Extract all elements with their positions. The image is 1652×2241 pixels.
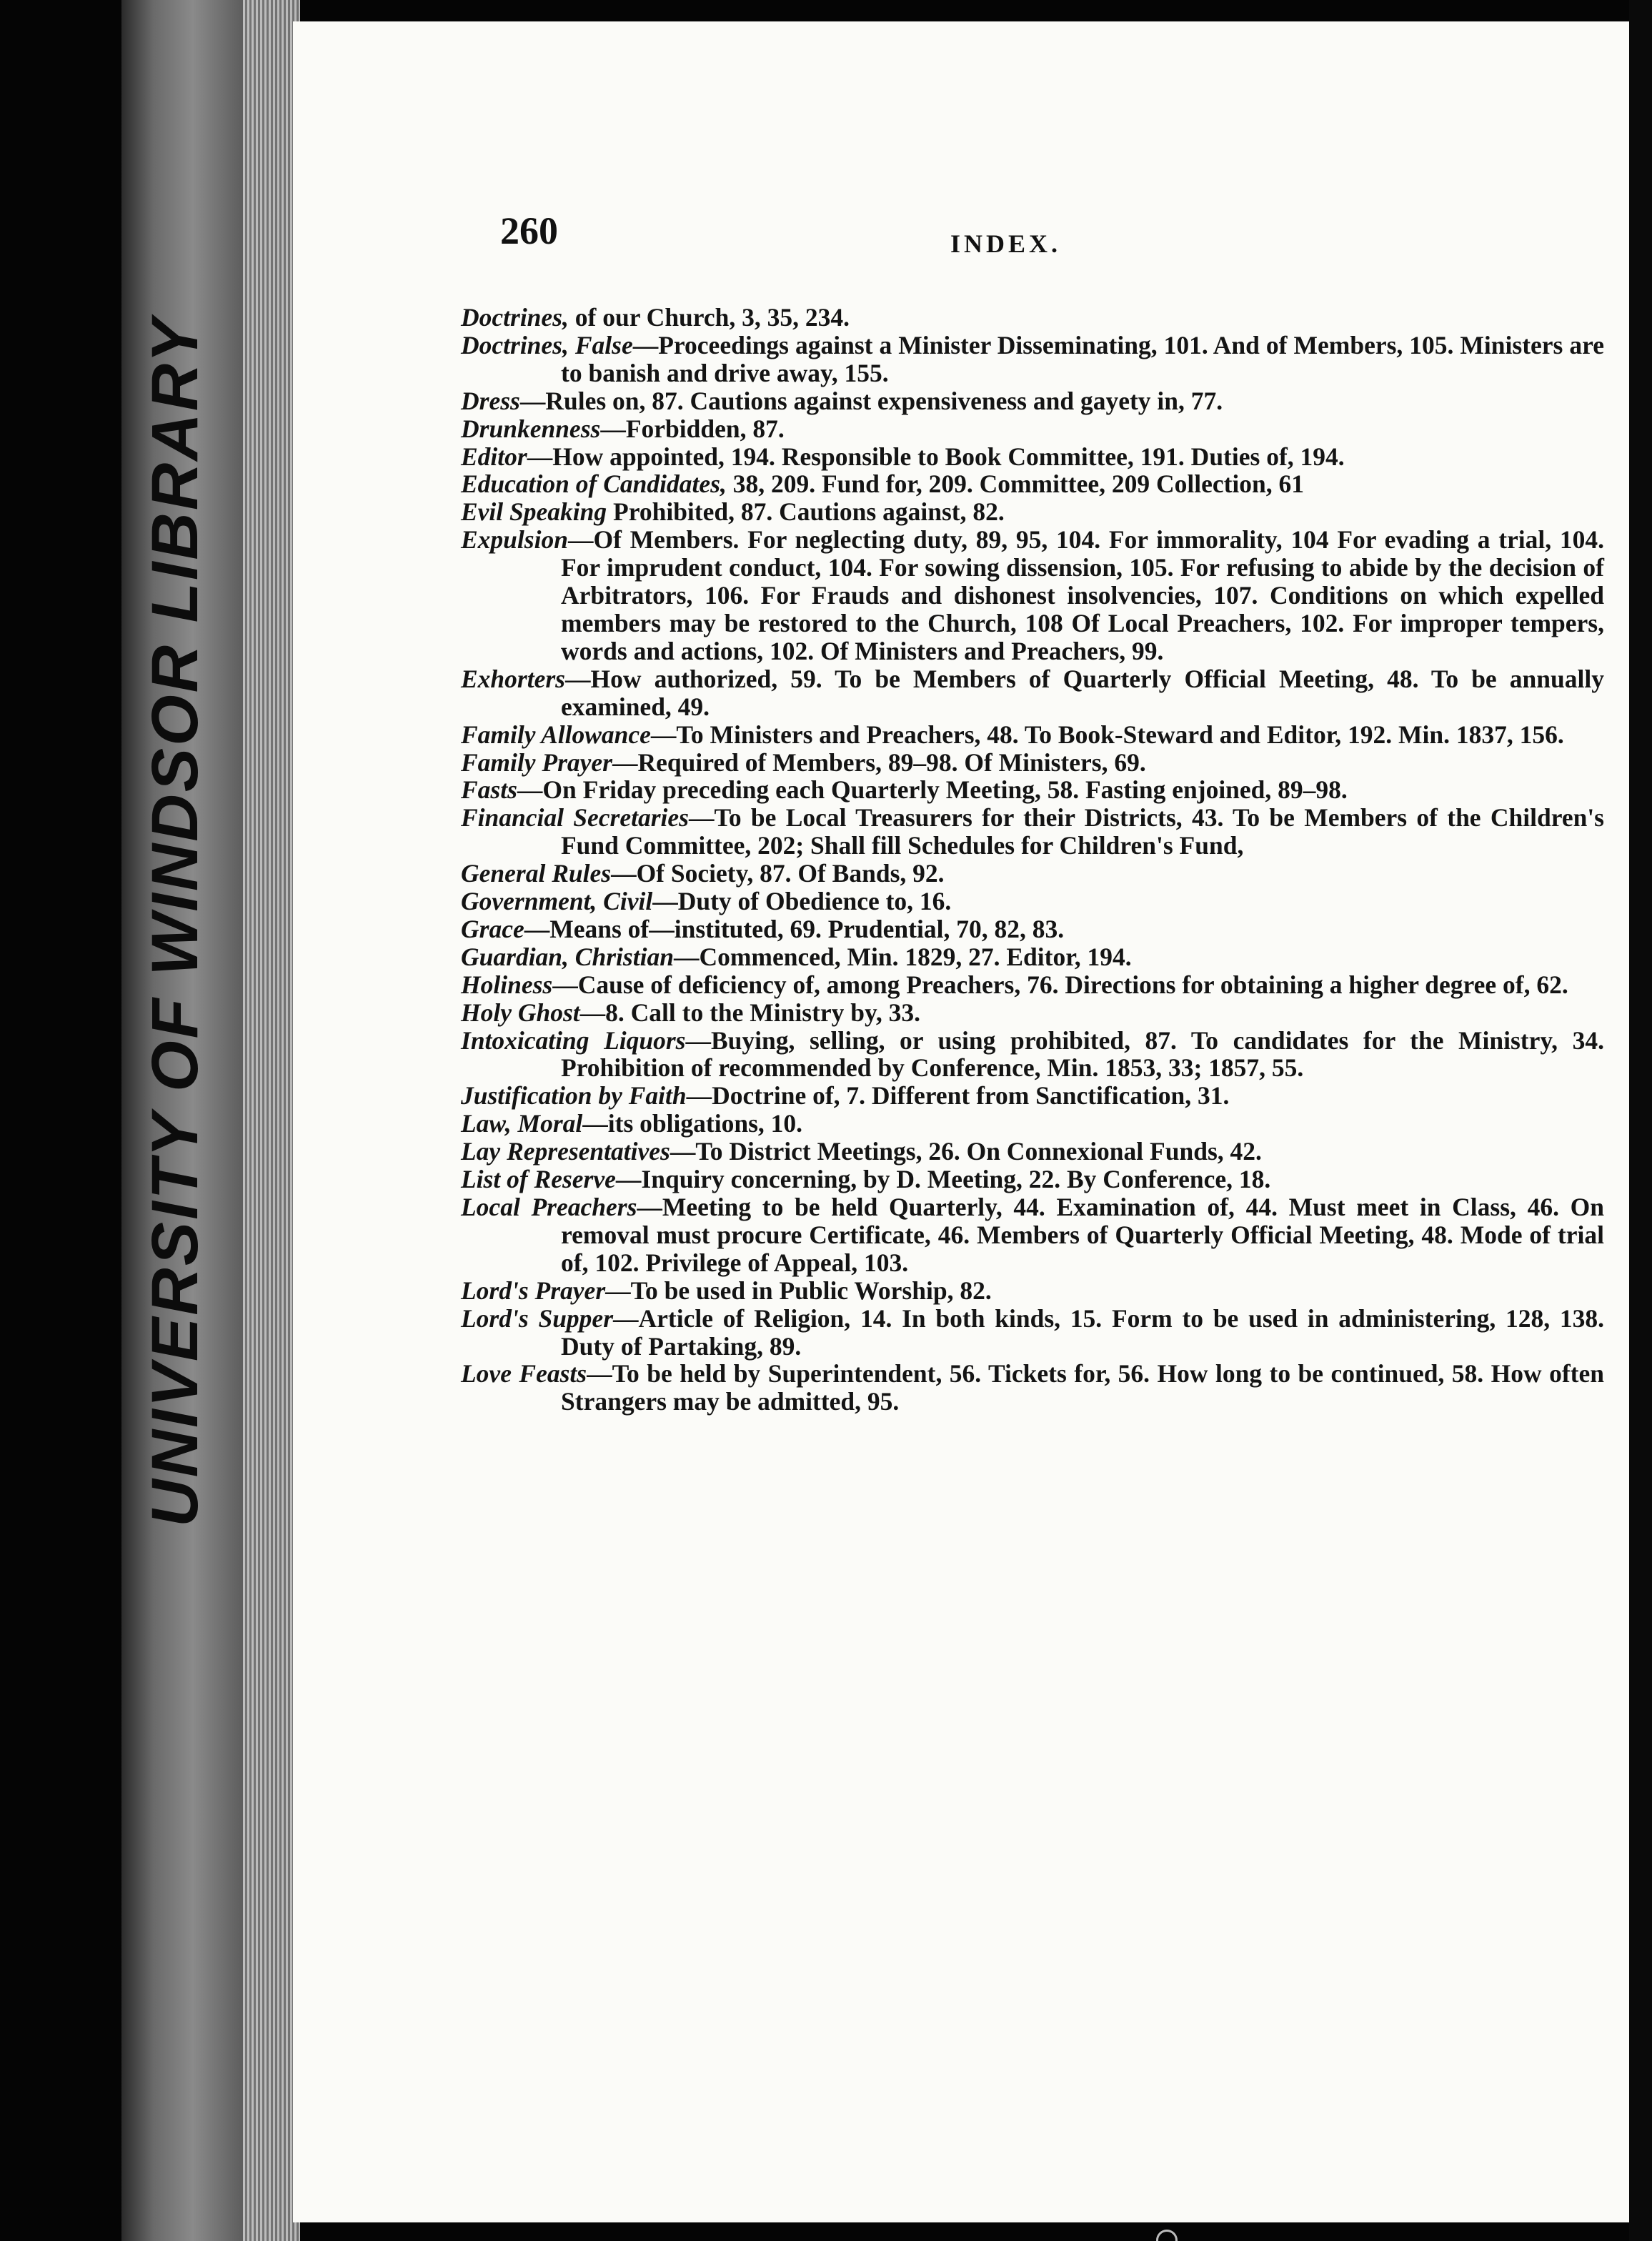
index-text: —To be Local Treasurers for their Districts, 43. To be Members of the Children's Fund Committee, 202; Shall fill Schedules for Children's Fund, [561, 803, 1604, 860]
index-entry [461, 1277, 1604, 1305]
index-text: —Of Members. For neglecting duty, 89, 95, 104. For immorality, 104 For evading a trial, 104. For imprudent conduct, 104. For sowing dissension, 105. For refusing to abide by the decision of Arbitrators, 106. For Frauds and dishonest insolvencies, 107. Conditions on which expelled members may be restored to the Church, 108 Of Local Preachers, 102. For improper tempers, words and actions, 102. Of Ministers and Preachers, 99. [561, 525, 1604, 665]
index-term: Lord's Supper [461, 1303, 614, 1333]
index-entry [461, 1082, 1604, 1110]
index-text: 38, 209. Fund for, 209. Committee, 209 Collection, 61 [726, 469, 1305, 499]
index-term: Grace [461, 914, 524, 943]
index-entry [461, 915, 1604, 943]
index-term: Intoxicating Liquors [461, 1025, 686, 1055]
index-entry [461, 1360, 1604, 1416]
index-entry [461, 304, 1604, 332]
index-term: Expulsion [461, 525, 568, 555]
index-text: —Article of Religion, 14. In both kinds, 15. Form to be used in administering, 128, 138. Duty of Partaking, 89. [561, 1303, 1604, 1361]
index-text: —Means of—instituted, 69. Prudential, 70, 82, 83. [524, 914, 1065, 943]
page-edges [243, 0, 300, 2241]
index-text: —To be used in Public Worship, 82. [605, 1276, 992, 1305]
library-stamp: UNIVERSITY OF WINDSOR LIBRARY [139, 317, 212, 1527]
index-text: —To be held by Superintendent, 56. Tickets for, 56. How long to be continued, 58. How often Strangers may be admitted, 95. [561, 1359, 1604, 1416]
index-entry [461, 971, 1604, 999]
index-entry [461, 415, 1604, 443]
index-term: Doctrines, [461, 303, 569, 332]
index-text: Prohibited, 87. Cautions against, 82. [607, 497, 1005, 527]
index-entry [461, 665, 1604, 721]
index-term: Justification by Faith [461, 1081, 687, 1110]
index-text: —Duty of Obedience to, 16. [652, 887, 952, 916]
index-term: Holy Ghost [461, 998, 580, 1027]
index-term: Fasts [461, 775, 517, 805]
index-entry [461, 498, 1604, 526]
index-entry [461, 860, 1604, 888]
index-entry [461, 721, 1604, 749]
index-term: Doctrines, False [461, 330, 633, 359]
index-entry [461, 387, 1604, 415]
index-entry [461, 443, 1604, 471]
index-entry [461, 1193, 1604, 1277]
index-term: Education of Candidates, [461, 469, 727, 499]
index-entry [461, 999, 1604, 1027]
index-entry [461, 470, 1604, 498]
index-term: Dress [461, 386, 520, 415]
index-text: —its obligations, 10. [582, 1109, 803, 1138]
index-term: Financial Secretaries [461, 803, 689, 833]
index-text: —To Ministers and Preachers, 48. To Book-Steward and Editor, 192. Min. 1837, 156. [650, 720, 1564, 749]
index-entry [461, 1110, 1604, 1138]
index-entry [461, 943, 1604, 971]
index-term: Government, Civil [461, 887, 653, 916]
index-text: —Doctrine of, 7. Different from Sanctification, 31. [686, 1081, 1230, 1110]
index-text: —Proceedings against a Minister Disseminating, 101. And of Members, 105. Ministers are to banish and drive away, 155. [561, 330, 1604, 387]
index-term: Holiness [461, 970, 553, 999]
index-term: Love Feasts [461, 1359, 587, 1388]
index-entry [461, 1027, 1604, 1083]
scan-border-right [1629, 0, 1652, 2241]
index-term: Family Allowance [461, 720, 651, 749]
index-term: Local Preachers [461, 1193, 637, 1221]
index-entry [461, 1166, 1604, 1193]
index-entry [461, 804, 1604, 860]
index-text: —Required of Members, 89–98. Of Ministers, 69. [612, 747, 1146, 777]
index-text: —Meeting to be held Quarterly, 44. Examination of, 44. Must meet in Class, 46. On removal must procure Certificate, 46. Members of Quarterly Official Meeting, 48. Mode of trial of, 102. Privilege of Appeal, 103. [561, 1193, 1604, 1277]
punch-hole-mark [1156, 2230, 1178, 2241]
index-text: —Cause of deficiency of, among Preachers, 76. Directions for obtaining a higher degree of, 62. [552, 970, 1568, 999]
running-head: INDEX. [950, 229, 1062, 258]
index-text: —8. Call to the Ministry by, 33. [579, 998, 920, 1027]
index-text: —Forbidden, 87. [600, 414, 785, 443]
index-term: Drunkenness [461, 414, 601, 443]
index-term: Lord's Prayer [461, 1276, 606, 1305]
page-number: 260 [500, 209, 558, 252]
book-page [293, 21, 1629, 2222]
index-text: —To District Meetings, 26. On Connexional Funds, 42. [670, 1137, 1262, 1166]
index-entry [461, 1138, 1604, 1166]
index-term: Lay Representatives [461, 1137, 670, 1166]
index-text: —Commenced, Min. 1829, 27. Editor, 194. [673, 942, 1132, 971]
index-term: Guardian, Christian [461, 942, 674, 971]
index-term: General Rules [461, 859, 612, 888]
index-text: —How appointed, 194. Responsible to Book Committee, 191. Duties of, 194. [527, 442, 1345, 471]
index-text: —Of Society, 87. Of Bands, 92. [611, 859, 945, 888]
index-term: Family Prayer [461, 747, 612, 777]
index-entry [461, 749, 1604, 777]
index-text: —On Friday preceding each Quarterly Meeting, 58. Fasting enjoined, 89–98. [517, 775, 1348, 805]
index-list [461, 304, 1604, 1416]
index-entry [461, 1305, 1604, 1361]
index-text: —Inquiry concerning, by D. Meeting, 22. By Conference, 18. [615, 1165, 1271, 1194]
index-entry [461, 332, 1604, 387]
index-entry [461, 888, 1604, 915]
index-term: Law, Moral [461, 1109, 583, 1138]
index-term: Evil Speaking [461, 497, 607, 527]
index-term: Editor [461, 442, 527, 471]
index-text: of our Church, 3, 35, 234. [568, 303, 850, 332]
index-entry [461, 526, 1604, 665]
index-term: Exhorters [461, 664, 565, 693]
index-text: —Rules on, 87. Cautions against expensiveness and gayety in, 77. [519, 386, 1223, 415]
index-term: List of Reserve [461, 1165, 616, 1194]
index-text: —Buying, selling, or using prohibited, 87. To candidates for the Ministry, 34. Prohibition of recommended by Conference, Min. 1853, 33; 1857, 55. [561, 1025, 1604, 1083]
index-text: —How authorized, 59. To be Members of Quarterly Official Meeting, 48. To be annually examined, 49. [561, 664, 1604, 721]
index-entry [461, 776, 1604, 804]
